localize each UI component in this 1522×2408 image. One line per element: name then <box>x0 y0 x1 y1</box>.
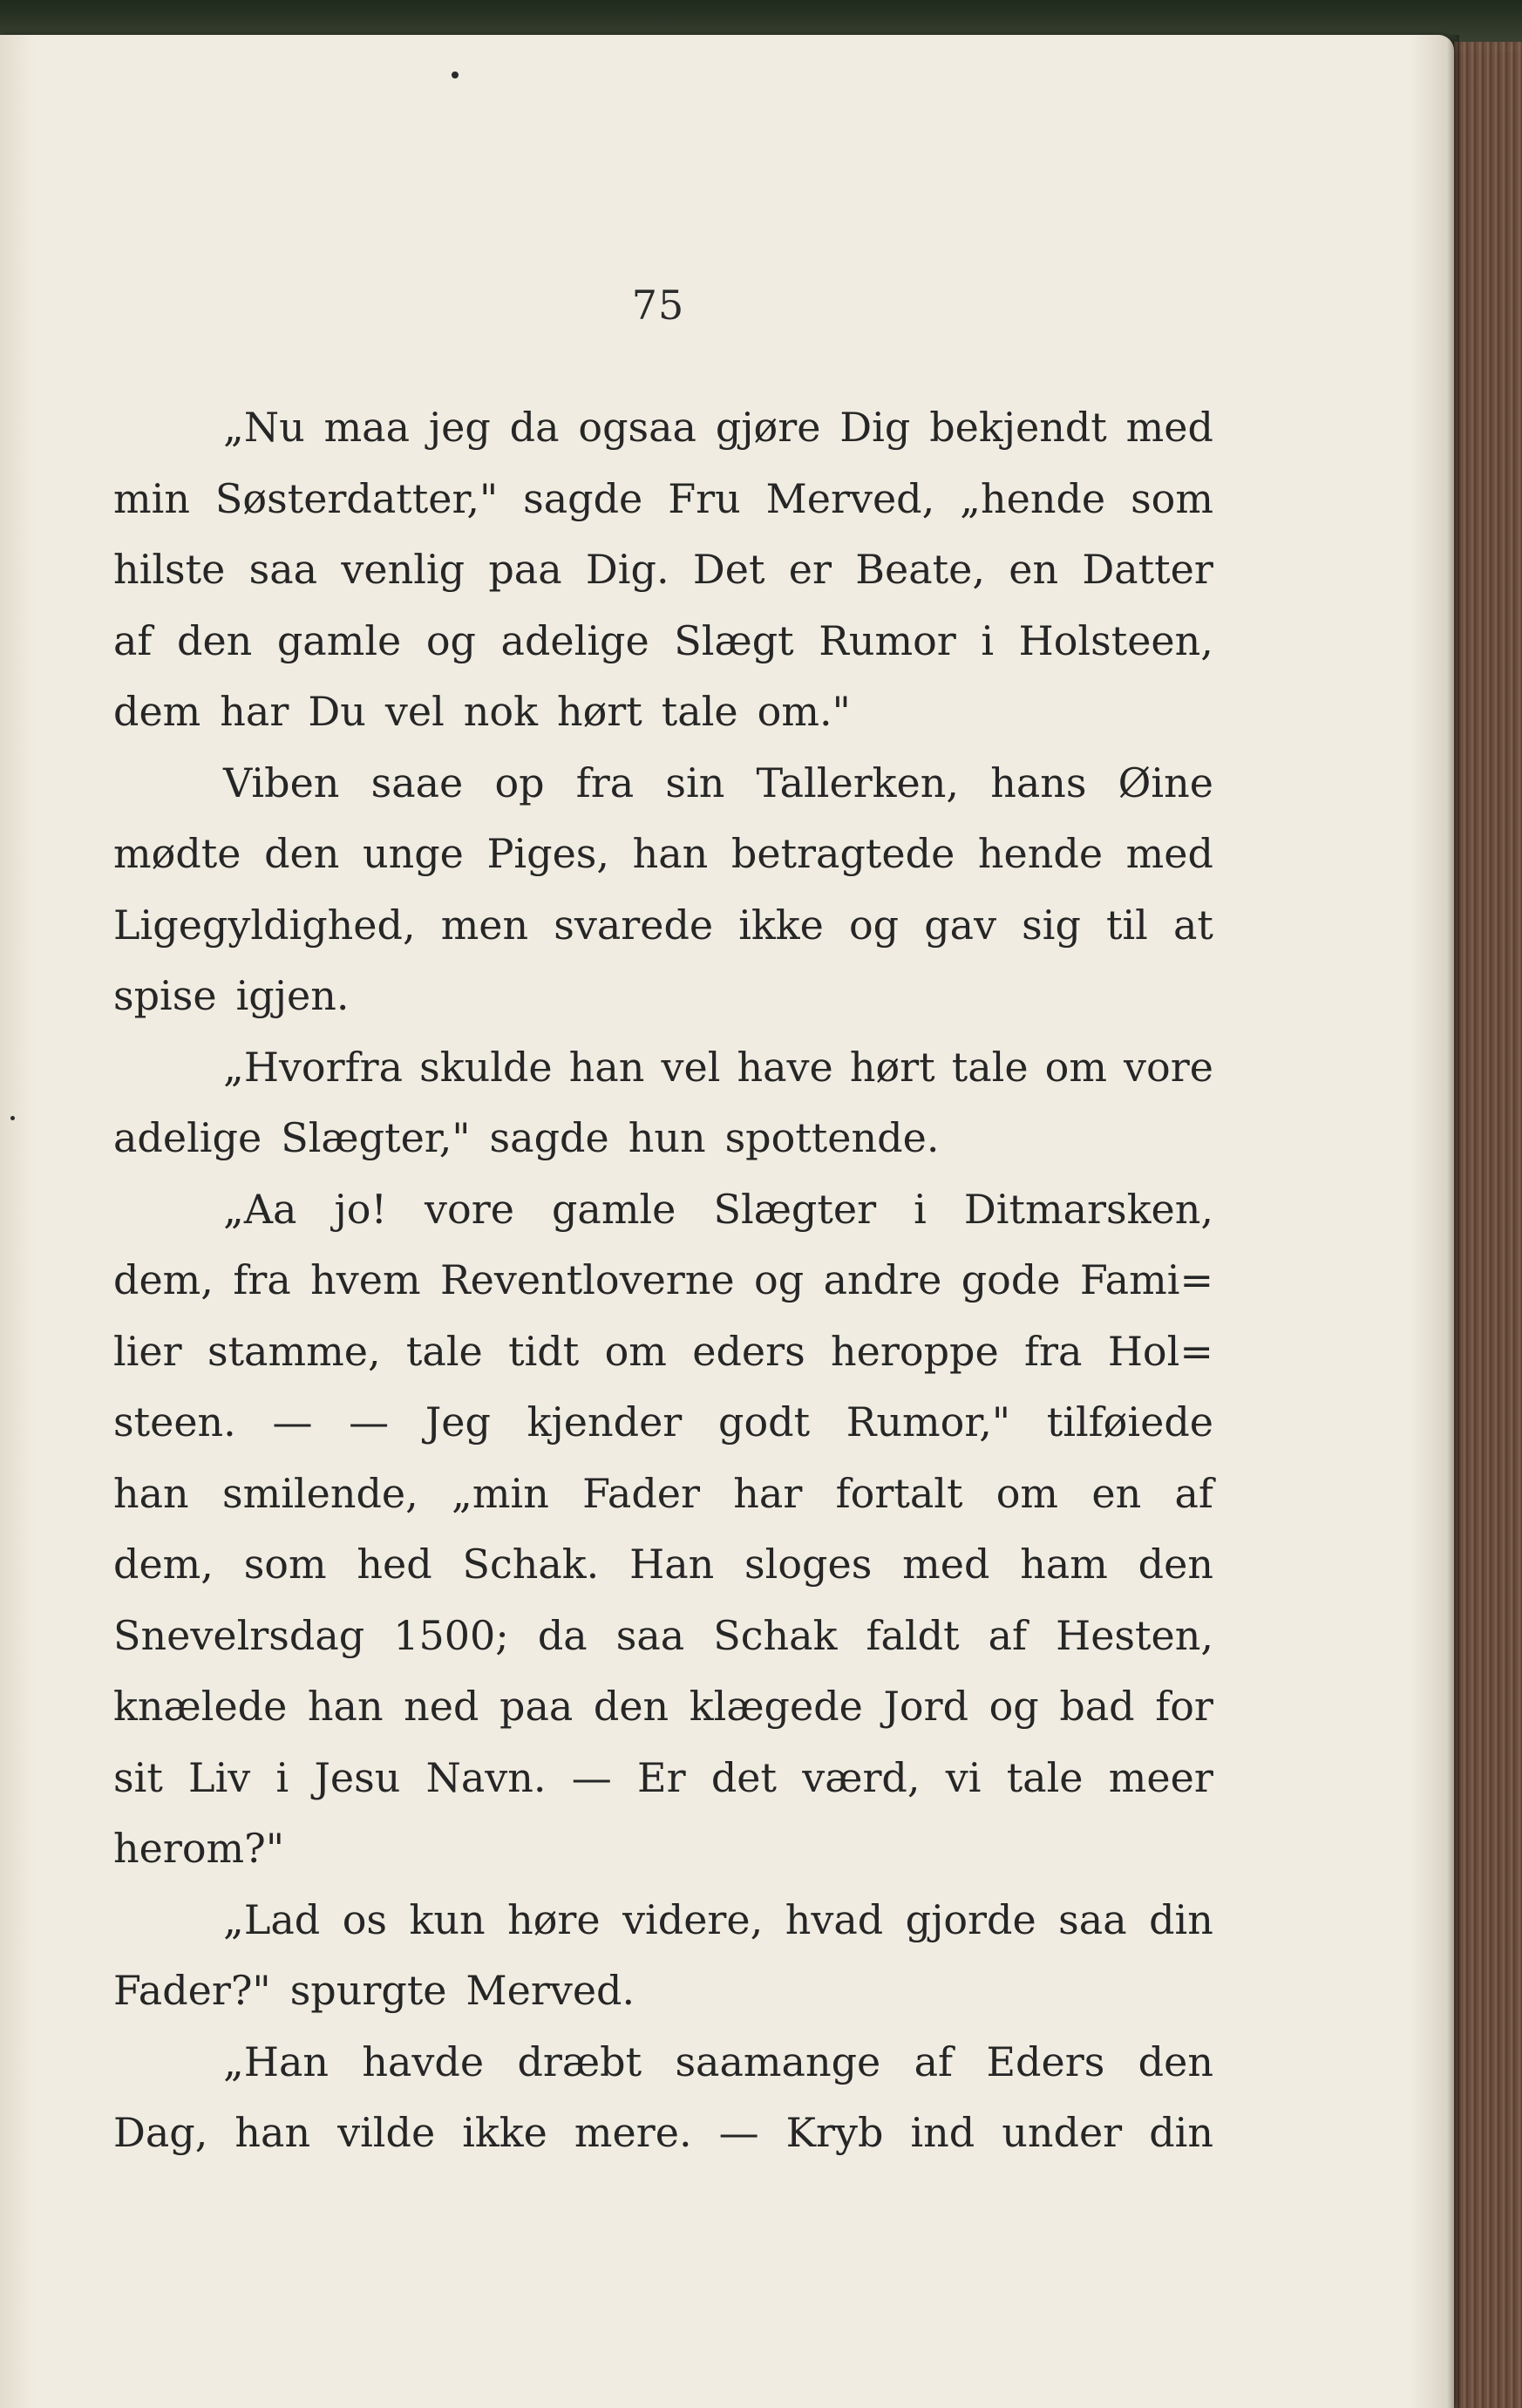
word: gode <box>961 1256 1061 1303</box>
word: hed <box>357 1541 432 1588</box>
word: af <box>113 616 153 664</box>
word: han <box>113 1469 189 1517</box>
word: vi <box>945 1753 982 1801</box>
word: „Hvorfra <box>223 1043 404 1091</box>
word: om <box>1044 1043 1107 1091</box>
word: Det <box>692 546 765 593</box>
word: med <box>1125 830 1213 877</box>
word: ned <box>404 1683 479 1730</box>
word: Fader?" <box>113 1967 271 2014</box>
word: Han <box>629 1541 715 1588</box>
word: min <box>113 474 190 522</box>
word: mere. <box>574 2109 692 2156</box>
word: som <box>1131 474 1213 522</box>
text-line <box>113 1671 1213 1743</box>
word: op <box>494 758 545 806</box>
word: og <box>754 1256 805 1303</box>
word: sloges <box>744 1541 873 1588</box>
word: tale <box>661 688 738 735</box>
text-line <box>113 961 1213 1032</box>
word: Hol= <box>1107 1327 1213 1375</box>
word: bad <box>1059 1683 1135 1730</box>
word: han <box>568 1043 645 1091</box>
word: med <box>1125 404 1213 451</box>
word: er <box>788 546 832 593</box>
ink-speck <box>10 1116 15 1120</box>
word: høre <box>507 1895 601 1943</box>
text-line <box>113 606 1213 677</box>
word: Ditmarsken, <box>963 1185 1213 1233</box>
text-line <box>113 1813 1213 1885</box>
word: din <box>1149 2109 1213 2156</box>
word: kjender <box>527 1398 683 1445</box>
word: og <box>848 901 900 949</box>
word: fra <box>575 758 635 806</box>
word: dræbt <box>517 2037 642 2085</box>
word: os <box>342 1895 388 1943</box>
word: sagde <box>489 1114 609 1161</box>
word: Eders <box>986 2037 1105 2085</box>
word: af <box>988 1611 1028 1659</box>
text-line <box>113 1459 1213 1530</box>
word: ind <box>910 2109 975 2156</box>
text-line <box>113 1601 1213 1672</box>
word: af <box>1174 1469 1213 1517</box>
word: Dig <box>839 404 911 451</box>
word: Piges, <box>486 830 610 877</box>
text-line <box>113 392 1213 464</box>
word: hvad <box>785 1895 884 1943</box>
word: Rumor <box>819 616 956 664</box>
text-line <box>113 2027 1213 2098</box>
word: Fader <box>582 1469 701 1517</box>
word: Jesu <box>314 1753 401 1801</box>
word: gjorde <box>905 1895 1036 1943</box>
word: da <box>509 404 560 451</box>
word: Jeg <box>425 1398 491 1445</box>
word: — <box>718 2109 759 2156</box>
word: værd, <box>802 1753 921 1801</box>
text-line <box>113 1743 1213 1814</box>
page-number: 75 <box>631 282 685 329</box>
word: for <box>1155 1683 1213 1730</box>
word: den <box>264 830 340 877</box>
text-line <box>113 534 1213 606</box>
word: spottende. <box>724 1114 940 1161</box>
word: mødte <box>113 830 241 877</box>
word: ham <box>1020 1541 1108 1588</box>
word: spise <box>113 972 217 1019</box>
word: da <box>537 1611 588 1659</box>
word: vel <box>384 688 445 735</box>
word: i <box>914 1185 927 1233</box>
word: vel <box>661 1043 721 1091</box>
word: Fami= <box>1079 1256 1213 1303</box>
word: Reventloverne <box>440 1256 735 1303</box>
word: ikke <box>738 901 824 949</box>
word: tale <box>405 1327 483 1375</box>
word: gjøre <box>715 404 821 451</box>
word: Fru <box>668 474 741 522</box>
word: heroppe <box>831 1327 999 1375</box>
word: hilste <box>113 546 226 593</box>
word: hans <box>990 758 1087 806</box>
text-line <box>113 1032 1213 1104</box>
word: steen. <box>113 1398 236 1445</box>
word: har <box>220 688 289 735</box>
word: i <box>275 1753 289 1801</box>
word: stamme, <box>207 1327 381 1375</box>
word: „Nu <box>223 404 305 451</box>
word: den <box>1138 1541 1213 1588</box>
word: sin <box>665 758 725 806</box>
word: saa <box>615 1611 685 1659</box>
word: under <box>1002 2109 1123 2156</box>
word: Tallerken, <box>756 758 960 806</box>
page-text <box>113 392 1213 2169</box>
word: — <box>571 1753 612 1801</box>
word: tale <box>951 1043 1029 1091</box>
word: Snevelrsdag <box>113 1611 365 1659</box>
word: godt <box>718 1398 811 1445</box>
word: paa <box>488 546 562 593</box>
word: og <box>989 1683 1039 1730</box>
word: — <box>272 1398 313 1445</box>
word: have <box>737 1043 833 1091</box>
word: gamle <box>551 1185 676 1233</box>
ink-speck <box>452 71 459 78</box>
word: fra <box>233 1256 291 1303</box>
word: Merved. <box>465 1967 635 2014</box>
word: jeg <box>428 404 491 451</box>
word: tidt <box>508 1327 580 1375</box>
word: til <box>1105 901 1148 949</box>
word: saae <box>370 758 464 806</box>
word: dem, <box>113 1541 214 1588</box>
word: Merved, <box>765 474 935 522</box>
word: adelige <box>113 1114 262 1161</box>
word: spurgte <box>289 1967 447 2014</box>
word: Schak <box>713 1611 838 1659</box>
page-edges <box>1454 42 1522 2408</box>
text-line <box>113 1885 1213 1956</box>
word: sagde <box>523 474 643 522</box>
word: om." <box>757 688 851 735</box>
word: betragtede <box>730 830 955 877</box>
word: om <box>604 1327 667 1375</box>
word: fortalt <box>835 1469 963 1517</box>
word: Du <box>308 688 366 735</box>
word: Hesten, <box>1056 1611 1213 1659</box>
word: det <box>710 1753 777 1801</box>
text-line <box>113 1103 1213 1174</box>
word: ikke <box>462 2109 547 2156</box>
word: vore <box>425 1185 514 1233</box>
page-gutter-shadow <box>1447 35 1459 2408</box>
word: Slægter," <box>281 1114 471 1161</box>
word: som <box>243 1541 327 1588</box>
word: tale <box>1006 1753 1084 1801</box>
word: Jord <box>883 1683 969 1730</box>
text-line <box>113 1316 1213 1388</box>
word: fra <box>1024 1327 1083 1375</box>
book-page <box>0 35 1454 2408</box>
word: Kryb <box>785 2109 884 2156</box>
word: hvem <box>310 1256 421 1303</box>
word: Dig. <box>585 546 669 593</box>
word: Dag, <box>113 2109 208 2156</box>
word: Liv <box>188 1753 251 1801</box>
text-line <box>113 890 1213 962</box>
word: at <box>1172 901 1213 949</box>
word: Navn. <box>425 1753 547 1801</box>
word: Søsterdatter," <box>214 474 499 522</box>
word: Rumor," <box>846 1398 1011 1445</box>
word: han <box>632 830 709 877</box>
word: skulde <box>419 1043 553 1091</box>
word: jo! <box>334 1185 387 1233</box>
word: meer <box>1108 1753 1213 1801</box>
word: saamange <box>675 2037 881 2085</box>
word: andre <box>823 1256 942 1303</box>
word: venlig <box>341 546 465 593</box>
word: kun <box>409 1895 486 1943</box>
word: unge <box>362 830 464 877</box>
word: en <box>1009 546 1059 593</box>
word: hun <box>628 1114 706 1161</box>
word: hende <box>977 830 1104 877</box>
word: Schak. <box>462 1541 600 1588</box>
word: dem, <box>113 1256 214 1303</box>
word: Er <box>637 1753 686 1801</box>
word: — <box>349 1398 390 1445</box>
word: i <box>981 616 995 664</box>
word: en <box>1091 1469 1142 1517</box>
word: gamle <box>276 616 402 664</box>
word: Slægter <box>713 1185 877 1233</box>
word: klægede <box>689 1683 863 1730</box>
word: havde <box>362 2037 485 2085</box>
word: med <box>902 1541 990 1588</box>
word: og <box>425 616 476 664</box>
text-line <box>113 819 1213 890</box>
word: Beate, <box>855 546 985 593</box>
word: om <box>995 1469 1059 1517</box>
word: tilføiede <box>1046 1398 1213 1445</box>
word: den <box>593 1683 669 1730</box>
word: vilde <box>337 2109 436 2156</box>
text-line <box>113 1245 1213 1316</box>
text-line <box>113 464 1213 535</box>
word: lier <box>113 1327 182 1375</box>
word: den <box>1138 2037 1213 2085</box>
word: svarede <box>554 901 714 949</box>
word: saa <box>248 546 318 593</box>
word: men <box>440 901 529 949</box>
word: han <box>234 2109 311 2156</box>
word: sit <box>113 1753 163 1801</box>
word: saa <box>1058 1895 1127 1943</box>
text-line <box>113 1956 1213 2027</box>
word: gav <box>924 901 997 949</box>
word: han <box>307 1683 384 1730</box>
word: 1500; <box>393 1611 509 1659</box>
text-line <box>113 2098 1213 2169</box>
word: „Han <box>223 2037 329 2085</box>
word: „hende <box>960 474 1106 522</box>
word: Holsteen, <box>1018 616 1213 664</box>
word: bekjendt <box>929 404 1107 451</box>
word: sig <box>1022 901 1081 949</box>
word: Øine <box>1118 758 1213 806</box>
word: Datter <box>1082 546 1213 593</box>
word: eders <box>692 1327 805 1375</box>
word: maa <box>323 404 411 451</box>
text-line <box>113 1174 1213 1246</box>
word: „Aa <box>223 1185 297 1233</box>
word: igjen. <box>235 972 350 1019</box>
word: nok <box>463 688 538 735</box>
word: „min <box>452 1469 549 1517</box>
word: hørt <box>849 1043 935 1091</box>
word: knælede <box>113 1683 288 1730</box>
word: hørt <box>556 688 642 735</box>
word: paa <box>499 1683 574 1730</box>
word: din <box>1149 1895 1213 1943</box>
word: „Lad <box>223 1895 321 1943</box>
word: har <box>733 1469 803 1517</box>
word: den <box>177 616 253 664</box>
word: Slægt <box>674 616 794 664</box>
word: Ligegyldighed, <box>113 901 416 949</box>
text-line <box>113 1529 1213 1601</box>
word: videre, <box>622 1895 764 1943</box>
text-line <box>113 1387 1213 1459</box>
word: herom?" <box>113 1825 284 1872</box>
word: adelige <box>500 616 649 664</box>
word: Viben <box>223 758 340 806</box>
word: ogsaa <box>578 404 696 451</box>
word: dem <box>113 688 201 735</box>
text-line <box>113 748 1213 820</box>
word: smilende, <box>221 1469 418 1517</box>
text-line <box>113 677 1213 748</box>
word: vore <box>1124 1043 1213 1091</box>
word: faldt <box>866 1611 960 1659</box>
word: af <box>914 2037 954 2085</box>
